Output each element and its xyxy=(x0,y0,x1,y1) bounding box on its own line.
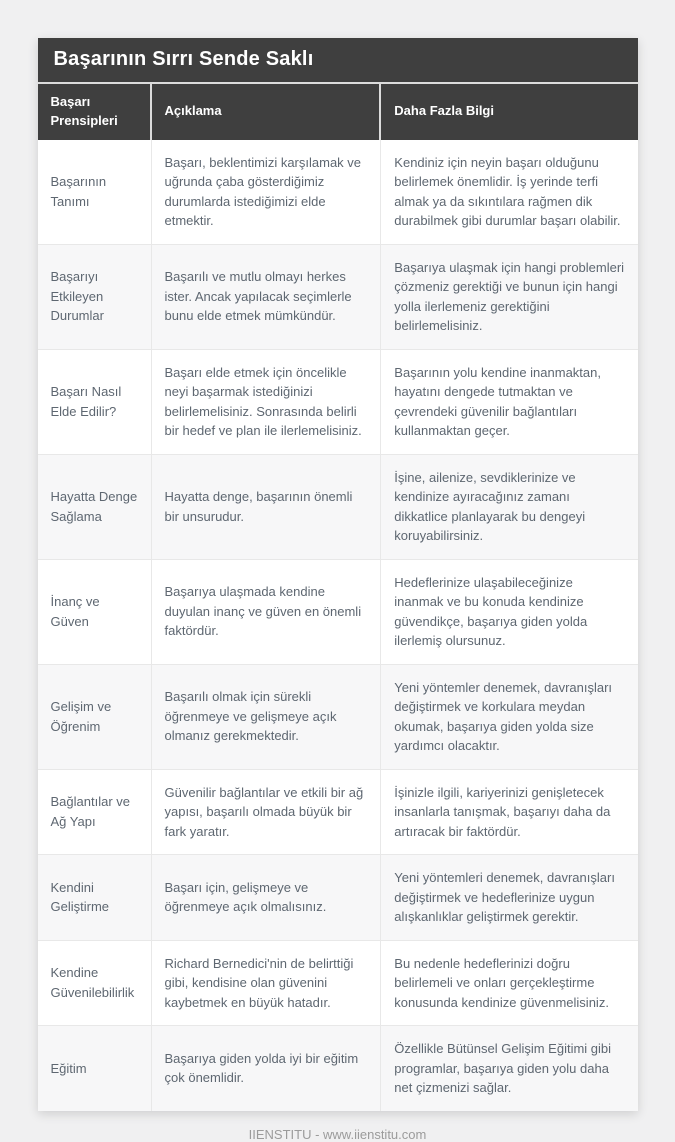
cell-more-info: Yeni yöntemler denemek, davranışları değiştirmek ve korkulara meydan okumak, başarıya giden yolda size yardımcı olacaktır. xyxy=(381,665,637,770)
cell-description: Başarılı olmak için sürekli öğrenmeye ve gelişmeye açık olmanız gerekmektedir. xyxy=(152,665,382,770)
cell-more-info: Bu nedenle hedeflerinizi doğru belirlemeli ve onları gerçekleştirme konusunda kendinize güvenmelisiniz. xyxy=(381,941,637,1027)
cell-more-info: Hedeflerinize ulaşabileceğinize inanmak ve bu konuda kendinize güvendikçe, başarıya giden yolda ilerlemiş olursunuz. xyxy=(381,560,637,665)
table-body xyxy=(38,140,638,1111)
table-row xyxy=(38,941,638,1027)
cell-principle: Başarı Nasıl Elde Edilir? xyxy=(38,350,152,455)
cell-more-info: İşinizle ilgili, kariyerinizi genişletecek insanlarla tanışmak, başarıyı daha da artıracak bir faktördür. xyxy=(381,770,637,856)
column-header-more-info: Daha Fazla Bilgi xyxy=(381,84,637,140)
table-row xyxy=(38,1026,638,1111)
cell-more-info: Yeni yöntemleri denemek, davranışları değiştirmek ve hedeflerinize uygun alışkanlıklar geliştirmek gerektir. xyxy=(381,855,637,941)
cell-description: Güvenilir bağlantılar ve etkili bir ağ yapısı, başarılı olmada büyük bir fark yaratır. xyxy=(152,770,382,856)
table-row xyxy=(38,350,638,455)
header-row xyxy=(38,84,638,140)
success-principles-table xyxy=(38,84,638,1111)
table-row xyxy=(38,560,638,665)
cell-more-info: Başarıya ulaşmak için hangi problemleri çözmeniz gerektiği ve bunun için hangi yolla ilerlemeniz gerektiğini belirlemelisiniz. xyxy=(381,245,637,350)
cell-description: Başarı için, gelişmeye ve öğrenmeye açık olmalısınız. xyxy=(152,855,382,941)
cell-description: Hayatta denge, başarının önemli bir unsurudur. xyxy=(152,455,382,560)
table-row xyxy=(38,140,638,245)
cell-description: Başarıya ulaşmada kendine duyulan inanç ve güven en önemli faktördür. xyxy=(152,560,382,665)
page-background xyxy=(0,38,675,1142)
cell-description: Başarıya giden yolda iyi bir eğitim çok önemlidir. xyxy=(152,1026,382,1111)
cell-more-info: İşine, ailenize, sevdiklerinize ve kendinize ayıracağınız zamanı dikkatlice planlayarak bu dengeyi koruyabilirsiniz. xyxy=(381,455,637,560)
cell-principle: Bağlantılar ve Ağ Yapı xyxy=(38,770,152,856)
footer-credit: IIENSTITU - www.iienstitu.com xyxy=(248,1126,427,1142)
table-header xyxy=(38,84,638,140)
table-row xyxy=(38,245,638,350)
cell-principle: İnanç ve Güven xyxy=(38,560,152,665)
column-header-principles: Başarı Prensipleri xyxy=(38,84,152,140)
cell-principle: Kendine Güvenilebilirlik xyxy=(38,941,152,1027)
cell-description: Başarılı ve mutlu olmayı herkes ister. Ancak yapılacak seçimlerle bunu elde etmek mümkündür. xyxy=(152,245,382,350)
cell-more-info: Kendiniz için neyin başarı olduğunu belirlemek önemlidir. İş yerinde terfi almak ya da sıkıntılara rağmen dik durabilmek gibi durumlar başarı olabilir. xyxy=(381,140,637,245)
cell-principle: Başarıyı Etkileyen Durumlar xyxy=(38,245,152,350)
table-row xyxy=(38,455,638,560)
cell-description: Başarı elde etmek için öncelikle neyi başarmak istediğinizi belirlemelisiniz. Sonrasında belirli bir hedef ve plan ile ilerlemelisiniz. xyxy=(152,350,382,455)
table-row xyxy=(38,855,638,941)
cell-description: Richard Bernedici'nin de belirttiği gibi, kendisine olan güvenini kaybetmek en büyük hatadır. xyxy=(152,941,382,1027)
cell-principle: Hayatta Denge Sağlama xyxy=(38,455,152,560)
table-title: Başarının Sırrı Sende Saklı xyxy=(38,38,638,84)
table-row xyxy=(38,665,638,770)
cell-description: Başarı, beklentimizi karşılamak ve uğrunda çaba gösterdiğimiz durumlarda istediğimizi elde etmektir. xyxy=(152,140,382,245)
cell-more-info: Özellikle Bütünsel Gelişim Eğitimi gibi programlar, başarıya giden yolu daha net çizmenizi sağlar. xyxy=(381,1026,637,1111)
column-header-description: Açıklama xyxy=(152,84,382,140)
success-principles-card xyxy=(38,38,638,1111)
cell-principle: Gelişim ve Öğrenim xyxy=(38,665,152,770)
cell-principle: Eğitim xyxy=(38,1026,152,1111)
cell-principle: Başarının Tanımı xyxy=(38,140,152,245)
cell-more-info: Başarının yolu kendine inanmaktan, hayatını dengede tutmaktan ve çevrendeki güvenilir bağlantıları kullanmaktan geçer. xyxy=(381,350,637,455)
table-row xyxy=(38,770,638,856)
cell-principle: Kendini Geliştirme xyxy=(38,855,152,941)
